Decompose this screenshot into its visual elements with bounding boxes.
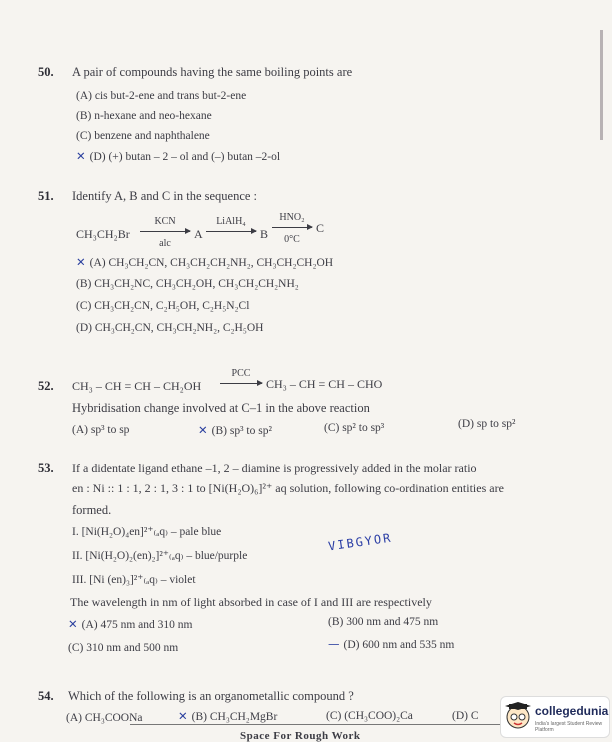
option-b: (B) 300 nm and 475 nm [328,616,439,628]
compound-a: A [194,227,203,241]
reagent-hno2: HNO₂ [279,212,305,223]
option-d: (D) CH₃CH₂CN, CH₃CH₂NH₂, C₂H₅OH [76,322,264,334]
condition-alc: alc [159,238,171,249]
option-b: (B) CH₃CH₂NC, CH₃CH₂OH, CH₃CH₂CH₂NH₂ [76,278,299,290]
product: CH₃ – CH = CH – CHO [266,377,383,391]
option-c: (C) 310 nm and 500 nm [68,642,179,654]
answer-tick-mark: ✕ [76,255,86,269]
reaction-arrow [140,231,190,232]
option-c: (C) sp² to sp³ [324,422,385,434]
option-a: ✕ (A) 475 nm and 310 nm [68,617,193,631]
footer-divider [130,724,510,725]
answer-tick-mark: ✕ [198,423,208,437]
entity-2: II. [Ni(H₂O)₂(en)₂]²⁺₍ₐq₎ – blue/purple [72,550,248,562]
option-b: ✕ (B) CH₃CH₂MgBr [178,709,278,723]
answer-tick-mark: ✕ [68,617,78,631]
collegedunia-logo [500,696,610,738]
question-number: 50. [38,65,54,79]
option-d: (D) sp to sp² [458,418,516,430]
question-51 [38,186,598,346]
question-number: 51. [38,189,54,203]
condition-0c: 0°C [284,234,300,245]
option-c: (C) CH₃CH₂CN, C₂H₅OH, C₂H₅N₂Cl [76,300,250,312]
option-b: ✕ (B) sp³ to sp² [198,423,272,437]
question-number: 53. [38,461,54,475]
reaction-arrow [206,231,256,232]
reagent-kcn: KCN [154,216,176,227]
question-text: Which of the following is an organometallic compound ? [68,689,354,703]
question-text: The wavelength in nm of light absorbed in case of I and III are respectively [70,595,432,609]
page-edge-mark [600,30,603,140]
question-text-line1: If a didentate ligand ethane –1, 2 – diamine is progressively added in the molar ratio [72,461,477,475]
question-text: Hybridisation change involved at C–1 in the above reaction [72,401,370,415]
option-d: — (D) 600 nm and 535 nm [328,637,455,651]
question-text: Identify A, B and C in the sequence : [72,189,258,203]
question-52 [38,364,598,444]
option-a: (A) cis but-2-ene and trans but-2-ene [76,90,247,102]
option-a: (A) sp³ to sp [72,424,130,436]
question-text-line2: en : Ni :: 1 : 1, 2 : 1, 3 : 1 to [Ni(H₂O)₆]²⁺ aq solution, following co-ordination entities are [72,481,504,495]
question-number: 54. [38,689,54,703]
option-a: ✕ (A) CH₃CH₂CN, CH₃CH₂CH₂NH₂, CH₃CH₂CH₂OH [76,255,334,269]
answer-tick-mark: ✕ [178,709,188,723]
reaction-arrow [272,227,312,228]
entity-3: III. [Ni (en)₃]²⁺₍ₐq₎ – violet [72,574,196,586]
question-53 [38,458,598,668]
compound-c: C [316,221,325,235]
reagent-pcc: PCC [231,368,251,379]
compound-b: B [260,227,269,241]
entity-1: I. [Ni(H₂O)₄en]²⁺₍ₐq₎ – pale blue [72,526,222,538]
option-d: ✕ (D) (+) butan – 2 – ol and (–) butan –2-ol [76,149,281,163]
start-compound: CH₃CH₂Br [76,227,130,241]
option-a: (A) CH₃COONa [66,712,143,724]
option-c: (C) (CH₃COO)₂Ca [326,710,413,722]
question-text: A pair of compounds having the same boiling points are [72,65,353,79]
question-text-line3: formed. [72,503,112,517]
answer-tick-mark: ✕ [76,149,86,163]
reactant: CH₃ – CH = CH – CH₂OH [72,379,202,393]
option-b: (B) n-hexane and neo-hexane [76,110,212,122]
option-c: (C) benzene and naphthalene [76,130,210,142]
question-number: 52. [38,379,54,393]
reagent-lialh4: LiAlH₄ [216,216,246,227]
question-50 [38,62,598,172]
answer-tick-mark: — [328,637,340,651]
logo-wordmark: collegedunia [535,704,609,718]
reaction-arrow [220,383,262,384]
option-d: (D) C [452,710,479,722]
mascot-icon [505,702,531,730]
logo-tagline: India's largest Student Review Platform [535,721,603,733]
handwritten-note: VIBGYOR [327,530,394,554]
rough-work-label: Space For Rough Work [240,730,361,742]
